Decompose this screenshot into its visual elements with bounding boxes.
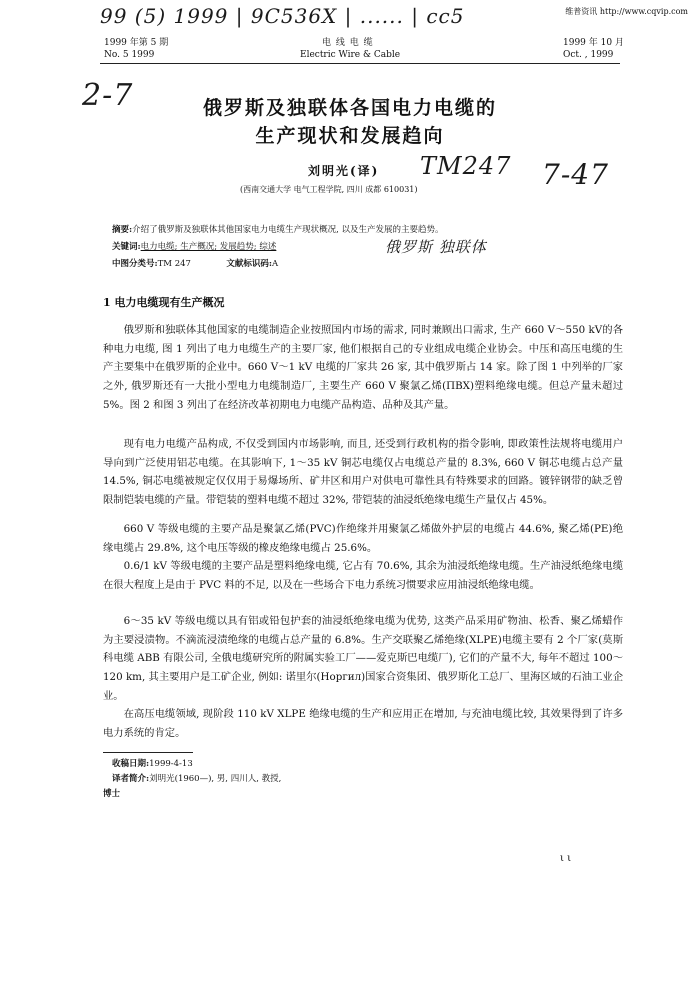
header-issue-en: No. 5 1999 <box>104 50 155 60</box>
doc-code-value: A <box>272 259 279 269</box>
handwritten-archive-note: 99 (5) 1999 | 9C536X | ...... | cc5 <box>100 4 465 28</box>
header-issue-cn: 1999 年第 5 期 <box>104 38 169 48</box>
handwritten-classification: TM247 <box>420 152 512 180</box>
paragraph-1: 俄罗斯和独联体其他国家的电缆制造企业按照国内市场的需求, 同时兼顾出口需求, 生产 660 V～550 kV的各种电力电缆, 图 1 列出了电力电缆生产的主要厂家, 他们根据自己的专业组成电缆企业协会。中压和高压电缆的生产主要集中在俄罗斯的企业中。660 V～1 kV 电缆的厂家共 26 家, 其中俄罗斯占 14 家。除了图 1 中列举的厂家之外, 俄罗斯还有一大批小型电力电缆制造厂, 主要生产 660 V 聚氯乙烯(ПВХ)塑料绝缘电缆。但总产量未超过 5%。图 2 和图 3 列出了在经济改革初期电力电缆产品构造、品种及其产量。 <box>103 324 623 411</box>
header-journal-cn: 电 线 电 缆 <box>322 38 374 48</box>
keywords-text: 电力电缆; 生产概况; 发展趋势; 综述 <box>140 242 277 252</box>
section-heading: 1 电力电缆现有生产概况 <box>103 296 225 309</box>
paragraph-6: 在高压电缆领域, 现阶段 110 kV XLPE 绝缘电缆的生产和应用正在增加, 与充油电缆比较, 其效果得到了许多电力系统的肯定。 <box>103 708 623 739</box>
paragraph-4: 0.6/1 kV 等级电缆的主要产品是塑料绝缘电缆, 它占有 70.6%, 其余为油浸纸绝缘电缆。生产油浸纸绝缘电缆在很大程度上是由于 PVC 料的不足, 以及在一些场合下电力系统习惯要求应用油浸纸绝缘电缆。 <box>103 560 623 591</box>
handwritten-page-mark-right: 7-47 <box>542 158 609 191</box>
handwritten-page-mark-left: 2-7 <box>82 78 134 113</box>
header-date-cn: 1999 年 10 月 <box>563 38 624 48</box>
doc-code-label: 文献标识码: <box>226 259 272 269</box>
footnote-rule <box>103 752 193 753</box>
footnote-translator <box>112 771 281 787</box>
clc-label: 中图分类号: <box>112 259 158 269</box>
abstract-label: 摘要: <box>112 225 133 235</box>
header-date-en: Oct. , 1999 <box>563 50 614 60</box>
paragraph-3: 660 V 等级电缆的主要产品是聚氯乙烯(PVC)作绝缘并用聚氯乙烯做外护层的电缆占 44.6%, 聚乙烯(PE)绝缘电缆占 29.8%, 这个电压等级的橡皮绝缘电缆占 25.6%。 <box>103 523 623 554</box>
watermark-text: 维普资讯 http://www.cqvip.com <box>565 7 688 16</box>
keywords-block <box>112 240 276 252</box>
handwritten-keywords-note: 俄罗斯 独联体 <box>385 238 487 256</box>
clc-value: TM 247 <box>157 259 191 269</box>
header-journal-en: Electric Wire & Cable <box>300 50 401 60</box>
footnote-received <box>112 756 193 772</box>
keywords-label: 关键词: <box>112 242 141 252</box>
article-title-line1: 俄罗斯及独联体各国电力电缆的 <box>202 97 497 119</box>
header-rule <box>100 63 620 64</box>
footnote-translator-cont: 博士 <box>103 789 121 799</box>
classification-block <box>112 257 278 269</box>
stray-marks: ι ι <box>560 853 572 864</box>
received-date: 1999-4-13 <box>149 759 193 769</box>
received-label: 收稿日期: <box>112 759 150 769</box>
abstract-text: 介绍了俄罗斯及独联体其他国家电力电缆生产现状概况, 以及生产发展的主要趋势。 <box>132 225 444 235</box>
translator-label: 译者简介: <box>112 774 150 784</box>
abstract-block <box>112 223 632 235</box>
article-title-line2: 生产现状和发展趋向 <box>255 125 445 147</box>
affiliation: (西南交通大学 电气工程学院, 四川 成都 610031) <box>240 185 418 194</box>
paragraph-5: 6～35 kV 等级电缆以具有铝或铅包护套的油浸纸绝缘电缆为优势, 这类产品采用矿物油、松香、聚乙烯蜡作为主要浸渍物。不滴流浸渍绝缘的电缆占总产量的 6.8%。生产交联聚乙烯绝缘(XLPE)电缆主要有 2 个厂家(莫斯科电缆 ABB 有限公司, 全俄电缆研究所的附属实验工厂——爱克斯巴电缆厂), 它们的产量不大, 每年不超过 100～120 km, 其主要用户是工矿企业, 例如: 诺里尔(Норгил)国家合资集团、俄罗斯化工总厂、里海区域的石油工业企业。 <box>103 615 623 702</box>
author: 刘明光(译) <box>308 164 380 178</box>
translator-bio: 刘明光(1960—), 男, 四川人, 教授, <box>149 774 282 784</box>
paragraph-2: 现有电力电缆产品构成, 不仅受到国内市场影响, 而且, 还受到行政机构的指令影响, 即政策性法规将电缆用户导向到广泛使用铝芯电缆。在其影响下, 1～35 kV 铜芯电缆仅占电缆总产量的 8.3%, 660 V 铜芯电缆占总产量 14.5%, 铜芯电缆被规定仅仅用于易爆场所、矿井区和用户对供电可靠性具有特殊要求的回路。镀锌钢带的缺乏曾限制铠装电缆的产量。带铠装的塑料电缆不超过 32%, 带铠装的油浸纸绝缘电缆生产量仅占 45%。 <box>103 438 623 507</box>
